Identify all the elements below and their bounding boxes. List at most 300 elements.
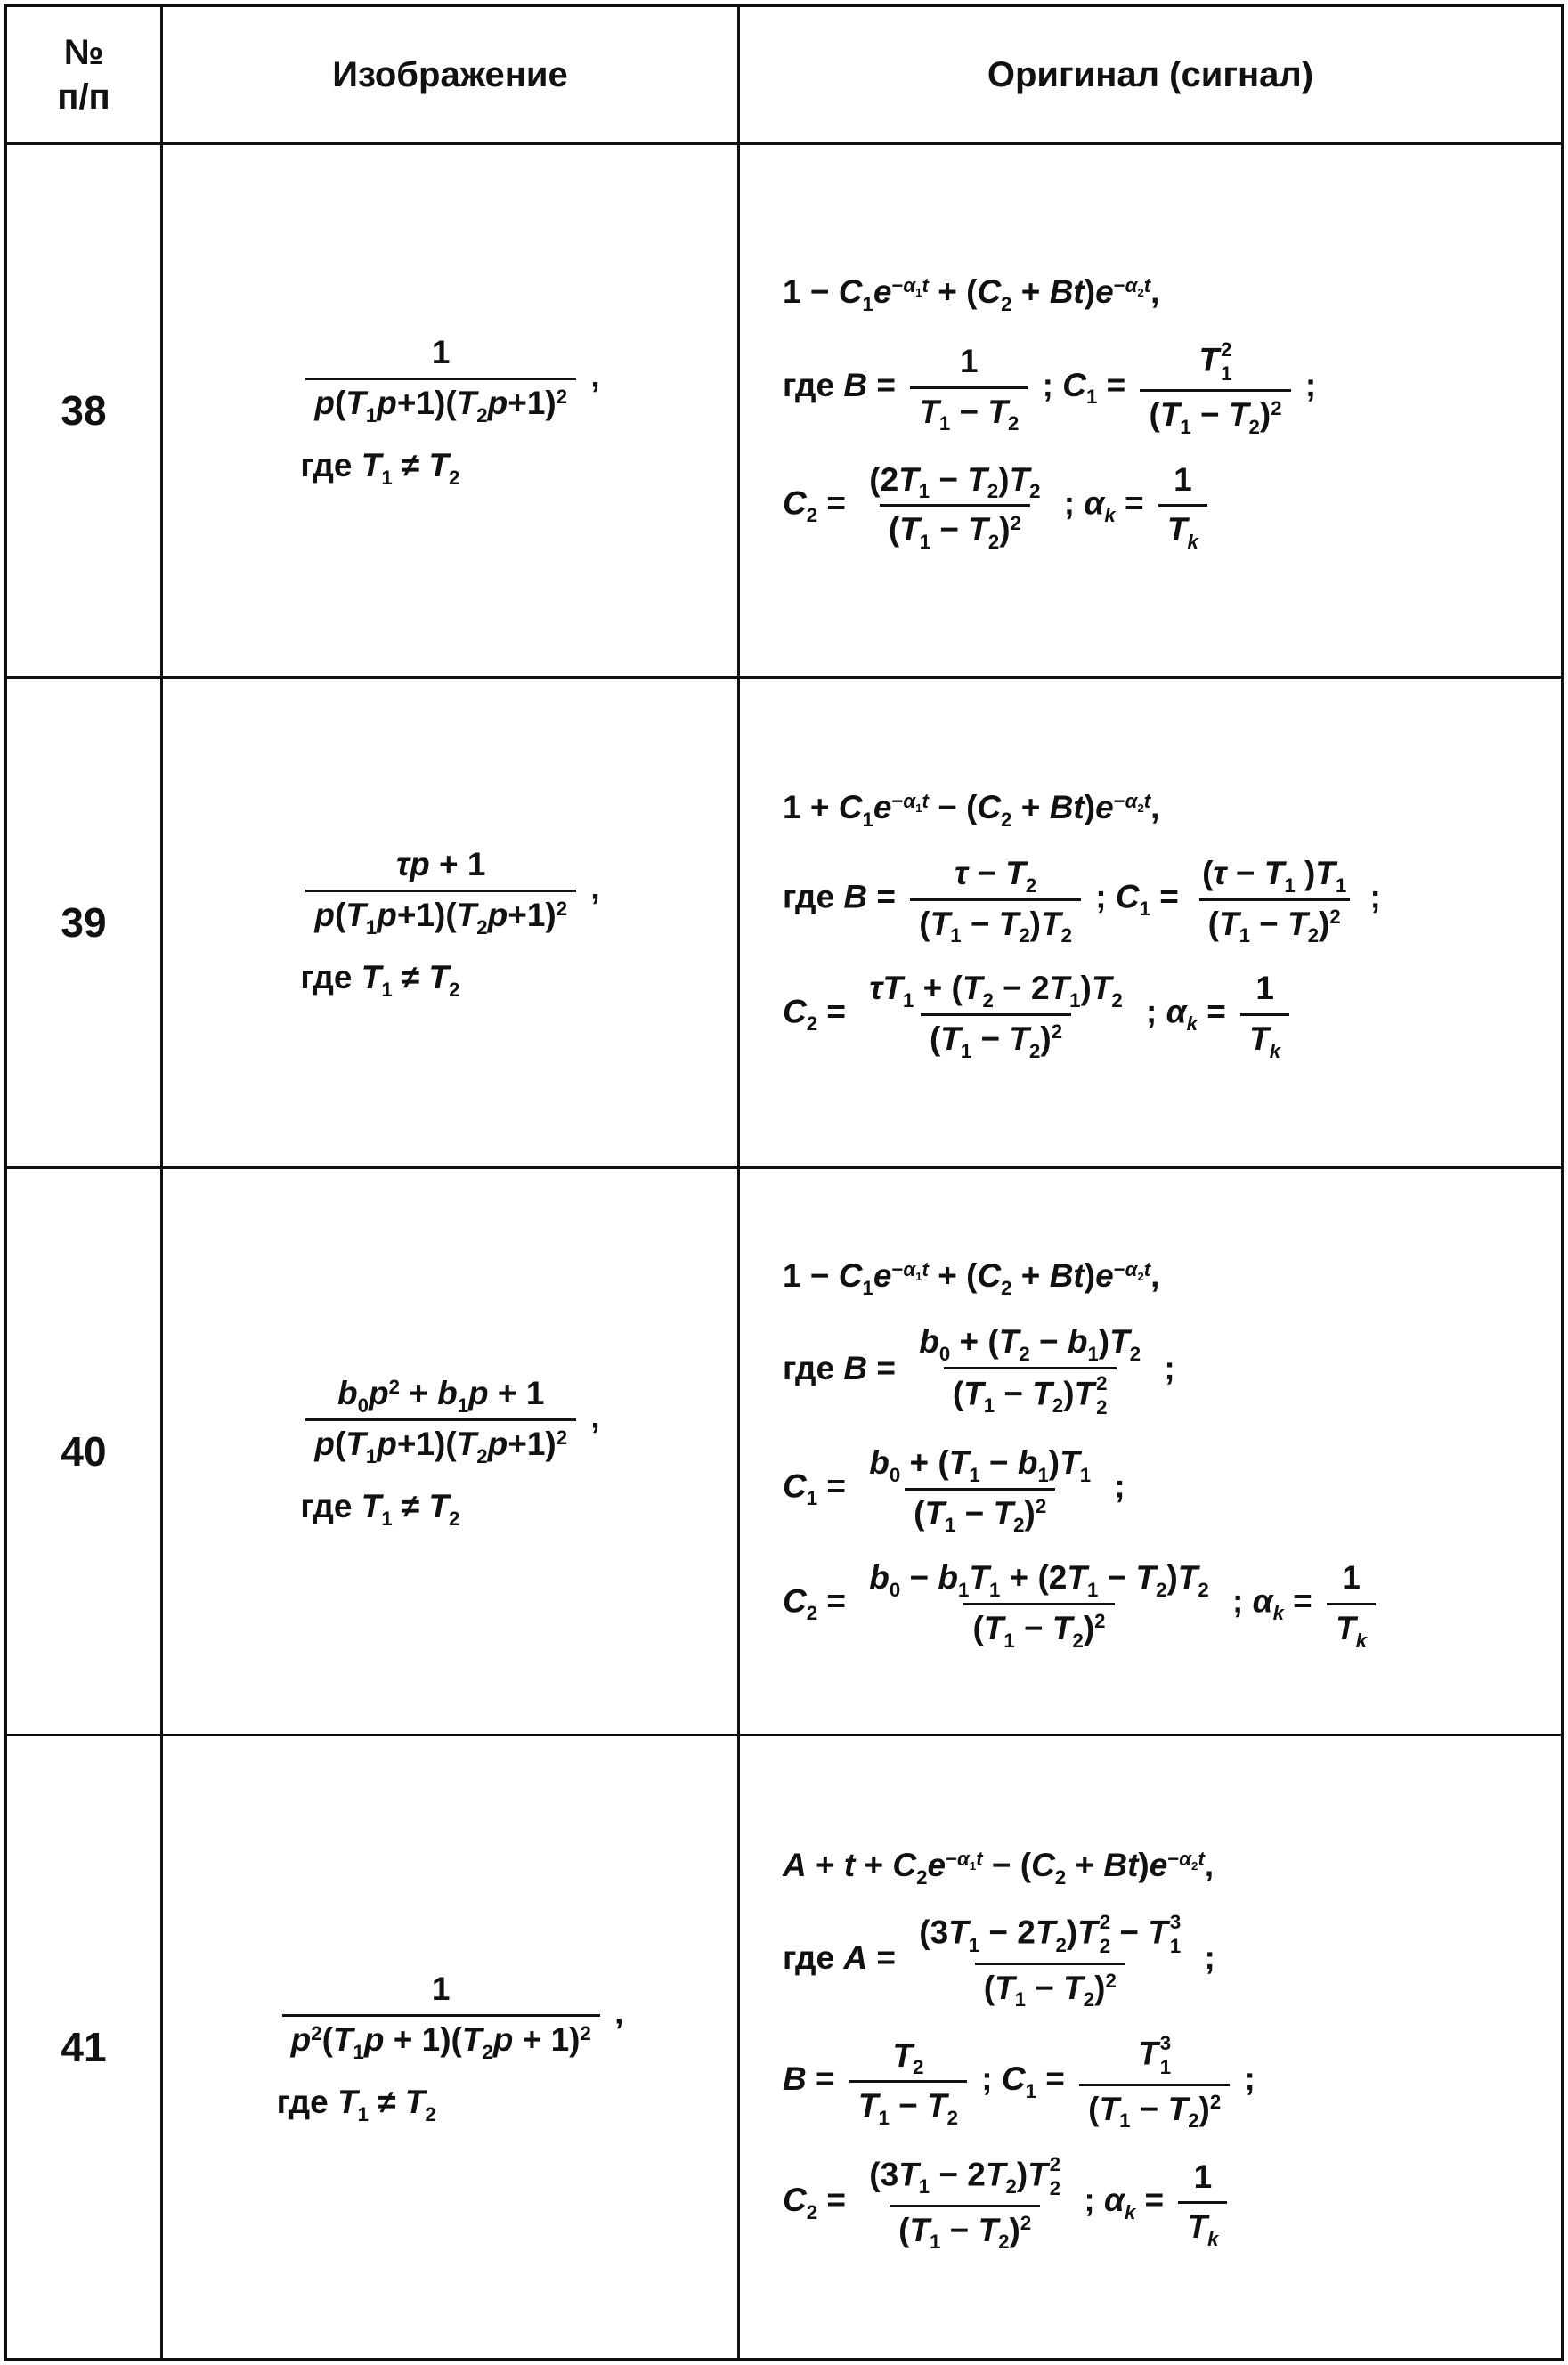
math-piece: − xyxy=(889,2087,928,2125)
math-piece xyxy=(423,334,459,378)
header-number-line2: п/п xyxy=(57,77,110,117)
math-piece: 1 − xyxy=(783,273,839,311)
math-piece xyxy=(1329,906,1340,928)
math-piece: 2 xyxy=(1049,2177,1061,2200)
math-piece xyxy=(1113,1257,1151,1283)
math-piece: 1 xyxy=(357,2103,369,2126)
fraction xyxy=(910,343,1028,435)
math-piece xyxy=(860,970,1132,1013)
math-piece xyxy=(1100,1913,1110,1932)
math-piece: = xyxy=(817,484,856,521)
math-piece xyxy=(1160,2034,1171,2053)
math-piece: ; xyxy=(1136,993,1166,1030)
math-piece: T xyxy=(404,2084,426,2121)
formula-line xyxy=(783,1444,1125,1537)
math-piece xyxy=(1178,2201,1227,2250)
math-piece: t xyxy=(1143,1257,1151,1280)
math-piece: ) xyxy=(1094,1969,1106,2006)
math-piece xyxy=(905,1488,1055,1537)
math-piece: 1 xyxy=(1037,1463,1049,1486)
math-piece: T xyxy=(909,2211,930,2248)
math-piece: − xyxy=(1025,1969,1064,2006)
math-piece: t xyxy=(922,1257,929,1280)
math-piece: ) xyxy=(1063,1375,1075,1412)
math-piece: k xyxy=(1124,2200,1136,2223)
math-piece: T xyxy=(1091,970,1112,1007)
math-piece: 1 xyxy=(915,1269,922,1283)
transform-block xyxy=(277,1957,624,2136)
math-piece: t xyxy=(1143,789,1151,812)
math-piece xyxy=(449,467,459,489)
math-piece xyxy=(1239,924,1250,947)
math-piece: 2 xyxy=(1001,808,1012,831)
math-piece: C xyxy=(838,1256,863,1294)
math-piece: 2 xyxy=(1035,1495,1047,1518)
math-piece: 2 xyxy=(1271,396,1282,419)
math-piece xyxy=(1104,504,1115,526)
math-piece xyxy=(329,1375,553,1418)
math-piece: T xyxy=(361,959,382,996)
math-piece: T xyxy=(345,896,366,933)
math-piece: = xyxy=(867,366,906,403)
math-piece: ( xyxy=(334,384,346,421)
math-piece xyxy=(1037,1464,1048,1486)
math-piece: = xyxy=(817,1467,856,1505)
math-piece xyxy=(860,461,1049,505)
math-piece: 2 xyxy=(556,385,568,408)
math-piece: 2 xyxy=(482,2040,493,2063)
math-piece xyxy=(1137,1270,1143,1283)
math-piece: ) xyxy=(1259,396,1271,433)
math-piece: 1 xyxy=(806,1487,818,1510)
math-piece xyxy=(998,2231,1009,2253)
math-piece xyxy=(1055,1866,1066,1889)
math-piece: + ( xyxy=(928,1256,978,1294)
math-piece: ) xyxy=(1084,273,1096,311)
math-piece: ) xyxy=(1048,1444,1060,1481)
math-piece xyxy=(358,2103,369,2125)
math-piece: − xyxy=(971,1020,1010,1057)
math-piece: ( xyxy=(1202,855,1214,892)
math-piece: (2 xyxy=(869,460,899,498)
math-piece: B xyxy=(783,2060,807,2097)
math-piece xyxy=(305,890,576,939)
math-piece: t xyxy=(1198,1847,1205,1870)
math-piece: T xyxy=(1198,341,1220,378)
math-piece: 2 xyxy=(556,897,568,920)
math-piece: где xyxy=(300,959,362,996)
condition-text xyxy=(300,1486,599,1531)
fraction xyxy=(860,460,1049,553)
math-piece: = xyxy=(1135,2181,1174,2218)
condition-text xyxy=(300,957,599,1002)
math-piece: e xyxy=(873,1256,892,1294)
math-piece: 2 xyxy=(806,1602,818,1625)
math-piece: 2 xyxy=(1094,1610,1106,1633)
math-piece xyxy=(915,286,922,299)
math-piece: B xyxy=(843,878,868,915)
math-piece xyxy=(305,1418,576,1467)
math-piece: 2 xyxy=(1001,1276,1012,1299)
math-piece: k xyxy=(1186,1012,1198,1036)
math-piece xyxy=(1050,2155,1060,2198)
math-piece: = xyxy=(1097,366,1135,403)
fraction xyxy=(1178,2158,1227,2250)
math-piece: ; xyxy=(1155,1349,1175,1386)
math-piece: = xyxy=(867,1349,906,1386)
math-piece xyxy=(1055,1934,1066,1956)
row-number-cell xyxy=(7,145,163,679)
original-cell xyxy=(740,679,1561,1169)
row-number-cell xyxy=(7,1169,163,1736)
math-piece: p xyxy=(363,2020,385,2058)
fraction xyxy=(305,1375,576,1467)
math-piece: e xyxy=(1095,1256,1114,1294)
math-piece: T xyxy=(998,905,1020,942)
math-piece: 2 xyxy=(1221,337,1232,361)
math-piece: (3 xyxy=(869,2156,899,2193)
math-piece xyxy=(919,2175,930,2198)
math-piece: = xyxy=(1197,993,1236,1030)
math-piece: − 2 xyxy=(979,1914,1036,1951)
math-piece: T xyxy=(1009,460,1030,498)
math-piece xyxy=(969,1464,979,1486)
math-piece xyxy=(961,1040,971,1062)
math-piece: T xyxy=(1041,905,1061,942)
math-piece: T xyxy=(1249,1020,1270,1057)
image-cell xyxy=(163,1736,740,2358)
math-piece: ( xyxy=(919,905,930,942)
math-piece xyxy=(1011,512,1021,534)
math-piece: 2 xyxy=(449,1508,460,1531)
math-piece: где xyxy=(783,1938,844,1976)
fraction xyxy=(282,1971,600,2063)
math-piece xyxy=(1140,898,1150,920)
math-piece xyxy=(860,1559,1217,1603)
math-piece xyxy=(1019,1343,1029,1365)
math-piece: T xyxy=(1177,1559,1198,1597)
header-image-label: Изображение xyxy=(332,55,568,94)
math-piece: 1 xyxy=(918,480,930,503)
math-piece xyxy=(1199,898,1350,947)
math-piece xyxy=(1130,1343,1141,1365)
math-piece: +1)( xyxy=(396,896,457,933)
math-piece: − xyxy=(1098,1559,1136,1597)
math-piece: 2 xyxy=(1137,1269,1144,1283)
math-piece: τ xyxy=(954,855,969,892)
math-piece: 1 xyxy=(1169,1935,1182,1958)
math-piece xyxy=(1073,1629,1084,1652)
fraction xyxy=(910,1911,1190,2011)
math-piece: 1 xyxy=(1159,2056,1172,2079)
math-piece: ( xyxy=(888,511,900,549)
math-piece: − xyxy=(1249,905,1288,942)
image-cell xyxy=(163,679,740,1169)
math-piece: +1)( xyxy=(396,1425,457,1462)
math-piece: 2 xyxy=(1054,1865,1067,1889)
math-piece: t xyxy=(843,1846,856,1883)
math-piece: +1) xyxy=(508,896,557,933)
math-piece: − xyxy=(930,511,969,549)
math-piece: T xyxy=(332,2020,353,2058)
math-piece: 1 xyxy=(862,293,873,316)
math-piece: 2 xyxy=(1307,924,1320,947)
math-piece: 1 xyxy=(365,915,378,939)
math-piece: e xyxy=(1095,273,1114,311)
math-piece: 2 xyxy=(425,2103,436,2126)
math-piece: ; xyxy=(1105,1467,1125,1505)
math-piece: ( xyxy=(914,1494,925,1532)
math-piece: 2 xyxy=(1019,1342,1030,1365)
math-piece xyxy=(1029,1040,1040,1062)
math-piece: 1 xyxy=(1086,1578,1099,1601)
math-piece: 1 xyxy=(1014,1988,1026,2011)
math-piece xyxy=(1008,412,1019,435)
math-piece xyxy=(860,1444,1100,1488)
math-piece xyxy=(862,1277,873,1299)
math-piece: C xyxy=(977,788,1002,825)
math-piece: b xyxy=(938,1559,958,1597)
math-piece xyxy=(305,378,576,427)
math-piece: 1 xyxy=(918,2175,930,2198)
math-piece: 2 xyxy=(449,979,460,1002)
math-piece: T xyxy=(898,2156,919,2193)
math-piece xyxy=(425,2103,435,2125)
math-piece xyxy=(946,1847,983,1873)
math-piece xyxy=(1087,1579,1098,1601)
math-piece: T xyxy=(1063,1969,1084,2006)
math-piece xyxy=(891,274,929,300)
math-piece xyxy=(1137,801,1143,815)
math-piece: T xyxy=(1067,1559,1087,1597)
math-piece: b xyxy=(1067,1323,1088,1361)
math-piece xyxy=(1026,2080,1036,2102)
math-piece: α xyxy=(903,274,916,297)
math-piece xyxy=(1167,1847,1205,1873)
math-piece xyxy=(1270,1040,1280,1062)
math-piece: 2 xyxy=(1137,286,1144,300)
math-piece: + xyxy=(399,1375,438,1412)
math-piece: C xyxy=(977,273,1002,311)
math-piece xyxy=(1333,1559,1369,1603)
math-piece: ) xyxy=(1083,1609,1095,1646)
math-piece: T xyxy=(1166,511,1188,549)
math-piece xyxy=(1271,397,1281,419)
math-piece: = xyxy=(867,878,906,915)
math-piece: b xyxy=(337,1375,358,1412)
math-piece: = xyxy=(1036,2060,1075,2097)
math-piece: T xyxy=(1148,1914,1168,1951)
math-piece: p xyxy=(314,1425,335,1462)
math-piece: где xyxy=(783,366,844,403)
math-piece: 1 xyxy=(431,334,451,371)
math-piece: 1 xyxy=(1174,460,1192,498)
math-piece xyxy=(975,1963,1125,2011)
math-piece: C xyxy=(1115,878,1140,915)
math-piece: 1 xyxy=(969,1463,980,1486)
math-piece: , xyxy=(581,357,600,394)
header-cell-number xyxy=(7,7,163,145)
transform-block xyxy=(300,321,599,500)
fraction xyxy=(305,334,576,427)
math-piece: ; xyxy=(1195,1938,1215,1976)
math-piece: α xyxy=(1084,484,1105,521)
math-piece: ; xyxy=(1075,2181,1104,2218)
math-piece: T xyxy=(428,959,450,996)
math-piece: T xyxy=(1035,1914,1056,1951)
math-piece: 2 xyxy=(1005,2175,1017,2198)
math-piece xyxy=(1185,2158,1222,2202)
math-piece: 1 + xyxy=(783,788,839,825)
math-piece: ( xyxy=(1149,396,1160,433)
math-piece: k xyxy=(1269,1039,1281,1062)
header-number-label xyxy=(57,30,110,119)
math-piece: C xyxy=(783,1467,807,1505)
math-piece: T xyxy=(1228,396,1249,433)
math-piece xyxy=(353,2041,364,2063)
math-piece: , xyxy=(1150,788,1160,825)
math-piece: 2 xyxy=(580,2021,591,2044)
math-piece: 2 xyxy=(1055,1933,1067,1956)
math-piece: + xyxy=(1011,788,1050,825)
math-piece: ( xyxy=(972,1609,984,1646)
math-piece xyxy=(951,343,987,386)
condition-text xyxy=(300,445,599,490)
math-piece: 2 xyxy=(1248,415,1260,438)
math-piece: − xyxy=(961,905,999,942)
math-piece xyxy=(1156,1579,1166,1601)
math-piece: p xyxy=(290,2020,312,2058)
math-piece: + ( xyxy=(900,1444,949,1481)
math-piece: − xyxy=(968,855,1006,892)
math-piece: T xyxy=(930,905,951,942)
math-piece: 1 xyxy=(930,2231,941,2254)
math-piece xyxy=(1170,1937,1181,1956)
math-piece: p xyxy=(377,896,397,933)
math-piece: = xyxy=(1150,878,1189,915)
math-piece xyxy=(946,855,1045,898)
math-piece: 1 xyxy=(1284,874,1296,897)
math-piece xyxy=(389,1376,400,1398)
math-piece xyxy=(1111,989,1122,1012)
math-piece: ; xyxy=(1296,366,1317,403)
math-piece: τp xyxy=(395,846,430,883)
math-piece: 1 xyxy=(1069,989,1081,1012)
math-piece: ) xyxy=(1040,1020,1052,1057)
math-piece xyxy=(1125,2201,1135,2223)
math-piece: 2 xyxy=(1019,924,1030,947)
math-piece: 2 xyxy=(1329,906,1341,929)
math-piece xyxy=(1180,416,1190,438)
math-piece: 1 xyxy=(457,1394,469,1418)
math-piece: 2 xyxy=(998,2231,1010,2254)
math-piece: T xyxy=(1099,2090,1120,2127)
math-piece xyxy=(1327,1603,1376,1652)
math-piece xyxy=(1020,2212,1031,2234)
transform-block xyxy=(300,833,599,1012)
math-piece: T xyxy=(1005,855,1026,892)
math-piece: = xyxy=(1115,484,1153,521)
math-piece: 1 xyxy=(983,1394,995,1417)
math-piece xyxy=(1084,1988,1094,2011)
transform-formula xyxy=(277,1971,624,2063)
math-piece: 1 xyxy=(1085,386,1098,409)
math-piece: − xyxy=(900,1559,938,1597)
math-piece: ( xyxy=(321,2020,333,2058)
math-piece: 1 xyxy=(1180,415,1191,438)
math-piece: T xyxy=(345,384,366,421)
math-piece xyxy=(358,1394,369,1417)
math-piece xyxy=(891,1257,929,1283)
fraction xyxy=(1079,2032,1230,2133)
math-piece: 1 xyxy=(381,979,393,1002)
math-piece xyxy=(1221,337,1232,361)
math-piece: 2 xyxy=(916,1865,928,1889)
math-piece: 1 xyxy=(968,1933,980,1956)
math-piece: где xyxy=(783,1349,844,1386)
math-piece xyxy=(944,1367,1117,1418)
math-piece: + 1 xyxy=(488,1375,545,1412)
math-piece: ( xyxy=(1207,905,1219,942)
math-piece: = xyxy=(817,2181,856,2218)
math-piece: + xyxy=(1011,273,1050,311)
math-piece: T xyxy=(1009,1020,1030,1057)
math-piece: 1 xyxy=(960,343,979,380)
math-piece xyxy=(1170,1913,1181,1932)
math-piece: + (2 xyxy=(1000,1559,1068,1597)
math-piece xyxy=(1119,2109,1130,2132)
math-piece: T xyxy=(892,2036,914,2074)
math-piece xyxy=(930,2231,940,2253)
math-piece: 1 xyxy=(1221,362,1232,385)
math-piece: 1 xyxy=(960,1039,972,1062)
math-piece xyxy=(807,1487,817,1509)
math-piece: ) xyxy=(1016,2156,1028,2193)
math-piece xyxy=(890,2205,1040,2254)
math-piece: t xyxy=(922,789,929,812)
math-piece: T xyxy=(857,2087,879,2125)
math-piece: − xyxy=(940,2211,979,2248)
math-piece xyxy=(476,404,487,427)
math-piece: − xyxy=(995,1375,1033,1412)
fraction xyxy=(1193,855,1355,947)
math-piece: b xyxy=(919,1323,939,1361)
math-piece: , xyxy=(1204,1846,1215,1883)
math-piece xyxy=(282,2014,600,2063)
math-piece xyxy=(849,2080,967,2129)
math-piece: +1) xyxy=(508,384,557,421)
formula-line xyxy=(783,2153,1232,2254)
math-piece xyxy=(916,1866,927,1889)
math-piece: , xyxy=(1150,1256,1160,1294)
math-piece: = xyxy=(1283,1582,1322,1620)
math-piece: T xyxy=(924,1494,946,1532)
math-piece: 0 xyxy=(889,1578,901,1601)
math-piece: C xyxy=(977,1256,1002,1294)
math-piece xyxy=(387,846,494,890)
math-piece: T xyxy=(345,1425,366,1462)
math-piece: + xyxy=(1011,1256,1050,1294)
math-piece: ) xyxy=(1198,2090,1210,2127)
row-number: 41 xyxy=(61,2024,107,2070)
math-piece xyxy=(1284,874,1295,897)
math-piece xyxy=(919,480,930,502)
math-piece xyxy=(1100,1937,1110,1956)
math-piece xyxy=(921,1013,1071,1062)
math-piece: 2 xyxy=(449,467,460,490)
math-piece: A xyxy=(783,1846,807,1883)
math-piece: T xyxy=(948,1914,969,1951)
